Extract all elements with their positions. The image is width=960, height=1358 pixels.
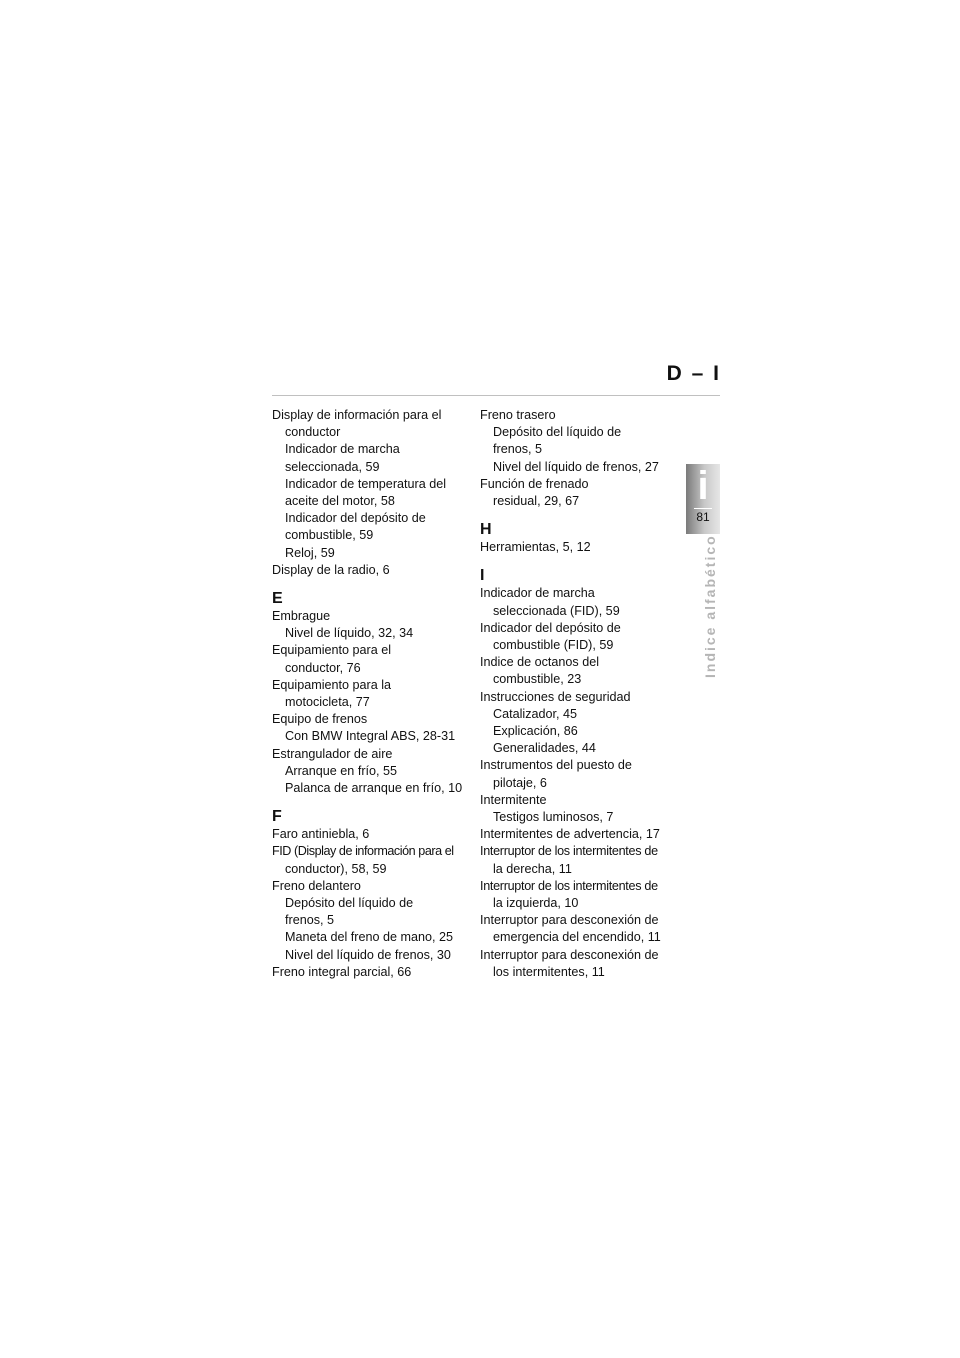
index-subentry: Reloj, 59	[285, 545, 335, 560]
index-entry: conductor, 76	[285, 660, 361, 675]
index-entry: Freno integral parcial, 66	[272, 964, 412, 979]
index-subentry: frenos, 5	[285, 913, 335, 928]
index-subentry: Generalidades, 44	[493, 741, 596, 756]
index-subentry: Depósito del líquido de	[285, 896, 414, 911]
index-subentry: Arranque en frío, 55	[285, 763, 398, 778]
index-entry: Interruptor de los intermitentes de	[480, 878, 658, 893]
index-entry: Display de la radio, 6	[272, 562, 390, 577]
index-subentry: Palanca de arranque en frío, 10	[285, 781, 463, 796]
index-subentry: Explicación, 86	[493, 724, 578, 739]
index-subentry: Maneta del freno de mano, 25	[285, 930, 454, 945]
index-entry: Equipo de frenos	[272, 712, 368, 727]
index-subentry: Nivel del líquido de frenos, 30	[285, 947, 451, 962]
index-entry: Función de frenado	[480, 476, 589, 491]
index-subentry: Catalizador, 45	[493, 706, 578, 721]
index-subentry: Indicador de marcha	[285, 442, 400, 457]
index-entry: Freno delantero	[272, 878, 361, 893]
index-subentry: frenos, 5	[493, 442, 543, 457]
page-title: D – I	[666, 362, 720, 385]
page-number: 81	[696, 510, 710, 524]
index-entry: combustible, 23	[493, 672, 582, 687]
index-entry: la izquierda, 10	[493, 896, 579, 911]
index-entry: Herramientas, 5, 12	[480, 540, 591, 555]
section-tab-letter: i	[697, 464, 709, 508]
index-subentry: Depósito del líquido de	[493, 425, 622, 440]
index-entry: Faro antiniebla, 6	[272, 827, 370, 842]
index-entry: Interruptor para desconexión de	[480, 913, 659, 928]
index-entry: Instrumentos del puesto de	[480, 758, 632, 773]
index-entry: los intermitentes, 11	[493, 964, 605, 979]
section-tab	[686, 464, 720, 534]
index-entry: Interruptor para desconexión de	[480, 947, 659, 962]
index-entry: combustible (FID), 59	[493, 638, 614, 653]
index-entry: Embrague	[272, 609, 331, 624]
index-entry: Indice de octanos del	[480, 655, 600, 670]
index-subentry: Nivel de líquido, 32, 34	[285, 626, 414, 641]
index-letter-heading: E	[272, 590, 283, 608]
index-entry: Equipamiento para el	[272, 643, 392, 658]
index-entry: la derecha, 11	[493, 861, 572, 876]
index-letter-heading: H	[480, 521, 492, 539]
index-column-right	[480, 407, 685, 981]
index-entry: Equipamiento para la	[272, 677, 392, 692]
index-entry: emergencia del encendido, 11	[493, 930, 661, 945]
index-entry: Interruptor de los intermitentes de	[480, 844, 658, 859]
index-entry: residual, 29, 67	[493, 494, 580, 509]
section-label: Indice alfabético	[702, 534, 718, 678]
index-entry: motocicleta, 77	[285, 695, 370, 710]
index-entry: Estrangulador de aire	[272, 746, 393, 761]
index-subentry: aceite del motor, 58	[285, 494, 395, 509]
header-divider	[272, 395, 720, 396]
index-subentry: seleccionada, 59	[285, 459, 380, 474]
index-subentry: Indicador del depósito de	[285, 511, 426, 526]
index-entry: FID (Display de información para el	[272, 844, 454, 859]
index-entry: Display de información para el	[272, 408, 442, 422]
index-column-left	[272, 407, 477, 981]
section-tab-divider	[694, 508, 712, 509]
index-entry: Intermitentes de advertencia, 17	[480, 827, 660, 842]
index-entry: pilotaje, 6	[493, 775, 547, 790]
index-subentry: Testigos luminosos, 7	[493, 810, 614, 825]
index-entry: conductor	[285, 425, 341, 440]
index-subentry: Con BMW Integral ABS, 28-31	[285, 729, 456, 744]
index-entry: Intermitente	[480, 792, 547, 807]
index-entry: Instrucciones de seguridad	[480, 689, 631, 704]
index-entry: conductor), 58, 59	[285, 861, 387, 876]
index-subentry: Nivel del líquido de frenos, 27	[493, 459, 659, 474]
index-subentry: combustible, 59	[285, 528, 374, 543]
index-entry: Indicador de marcha	[480, 586, 595, 601]
index-entry: Freno trasero	[480, 408, 556, 422]
index-entry: Indicador del depósito de	[480, 620, 621, 635]
index-letter-heading: F	[272, 808, 282, 826]
index-entry: seleccionada (FID), 59	[493, 603, 620, 618]
index-subentry: Indicador de temperatura del	[285, 476, 447, 491]
index-letter-heading: I	[480, 567, 485, 585]
